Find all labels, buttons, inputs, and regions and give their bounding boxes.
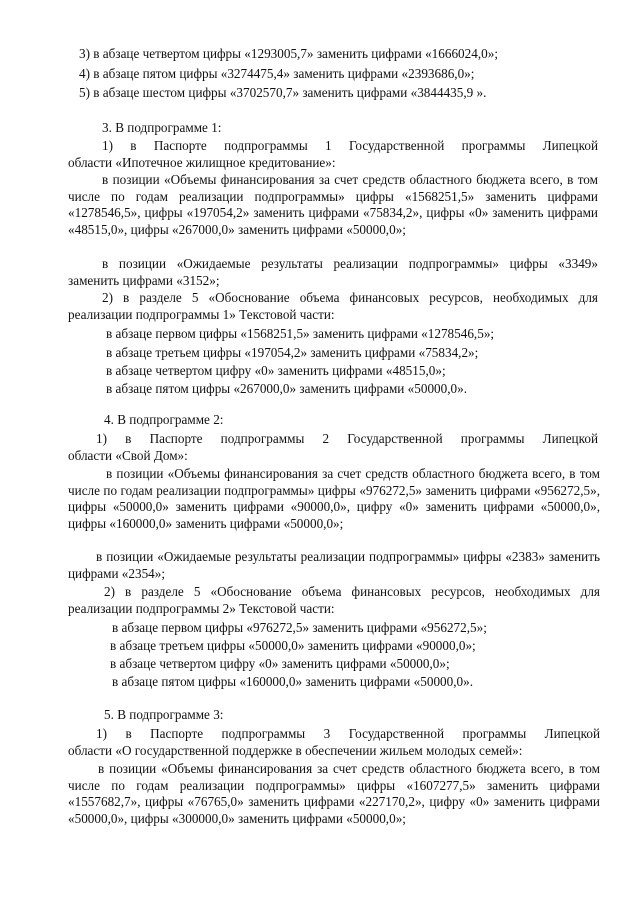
paragraph: 1) в Паспорте подпрограммы 3 Государственной программы Липецкой — [96, 726, 600, 741]
list-item: в абзаце третьем цифры «197054,2» заменить цифрами «75834,2»; — [106, 345, 479, 360]
paragraph-block — [68, 256, 598, 289]
paragraph: в позиции «Объемы финансирования за счет средств областного бюджета всего, в том числе по годам реализации подпрограммы» цифры «976272,5» заменить цифрами «956272,5», цифры «50000,0» заменить цифрами «90000,0», цифру «0» заменить цифрами «50000,0», цифры «160000,0» заменить цифрами «50000,0»; — [68, 466, 600, 531]
paragraph: 2) в разделе 5 «Обоснование объема финансовых ресурсов, необходимых для реализации подпрограммы 1» Текстовой части: — [68, 290, 598, 322]
list-item: в абзаце пятом цифры «160000,0» заменить цифрами «50000,0». — [112, 674, 474, 689]
list-item: в абзаце четвертом цифру «0» заменить цифрами «48515,0»; — [106, 363, 446, 378]
list-item: в абзаце четвертом цифру «0» заменить цифрами «50000,0»; — [110, 656, 450, 671]
paragraph-block — [68, 761, 600, 827]
section-heading: 5. В подпрограмме 3: — [104, 707, 224, 722]
paragraph: 1) в Паспорте подпрограммы 2 Государственной программы Липецкой — [96, 431, 598, 446]
paragraph: в позиции «Объемы финансирования за счет средств областного бюджета всего, в том числе по годам реализации подпрограммы» цифры «1568251,5» заменить цифрами «1278546,5», цифры «197054,2» заменить цифрами «75834,2», цифры «0» заменить цифрами «48515,0», цифры «267000,0» заменить цифрами «50000,0»; — [68, 172, 598, 237]
paragraph: области «Ипотечное жилищное кредитование»: — [68, 155, 336, 170]
list-item: в абзаце третьем цифры «50000,0» заменить цифрами «90000,0»; — [110, 638, 476, 653]
paragraph: в позиции «Ожидаемые результаты реализации подпрограммы» цифры «2383» заменить цифрами «2354»; — [68, 549, 600, 581]
list-item: 3) в абзаце четвертом цифры «1293005,7» заменить цифрами «1666024,0»; — [79, 46, 498, 61]
paragraph: области «Свой Дом»: — [68, 448, 188, 463]
list-item: в абзаце первом цифры «976272,5» заменить цифрами «956272,5»; — [112, 620, 487, 635]
paragraph: 2) в разделе 5 «Обоснование объема финансовых ресурсов, необходимых для реализации подпрограммы 2» Текстовой части: — [68, 584, 600, 616]
paragraph-block — [68, 172, 598, 238]
list-item: 5) в абзаце шестом цифры «3702570,7» заменить цифрами «3844435,9 ». — [79, 85, 487, 100]
section-heading: 3. В подпрограмме 1: — [102, 120, 222, 135]
paragraph-block — [68, 549, 600, 582]
paragraph-block — [68, 466, 600, 532]
list-item: в абзаце первом цифры «1568251,5» заменить цифрами «1278546,5»; — [106, 326, 495, 341]
paragraph: 1) в Паспорте подпрограммы 1 Государственной программы Липецкой — [102, 138, 598, 153]
paragraph: области «О государственной поддержке в обеспечении жильем молодых семей»: — [68, 743, 523, 758]
section-heading: 4. В подпрограмме 2: — [104, 412, 224, 427]
list-item: в абзаце пятом цифры «267000,0» заменить цифрами «50000,0». — [106, 381, 468, 396]
list-item: 4) в абзаце пятом цифры «3274475,4» заменить цифрами «2393686,0»; — [79, 66, 475, 81]
paragraph: в позиции «Ожидаемые результаты реализации подпрограммы» цифры «3349» заменить цифрами «3152»; — [68, 256, 598, 288]
paragraph: в позиции «Объемы финансирования за счет средств областного бюджета всего, в том числе по годам реализации подпрограммы» цифры «1607277,5» заменить цифрами «1557682,7», цифры «76765,0» заменить цифрами «227170,2», цифру «0» заменить цифрами «50000,0», цифры «300000,0» заменить цифрами «50000,0»; — [68, 761, 600, 826]
paragraph-block — [68, 584, 600, 617]
paragraph-block — [68, 290, 598, 323]
